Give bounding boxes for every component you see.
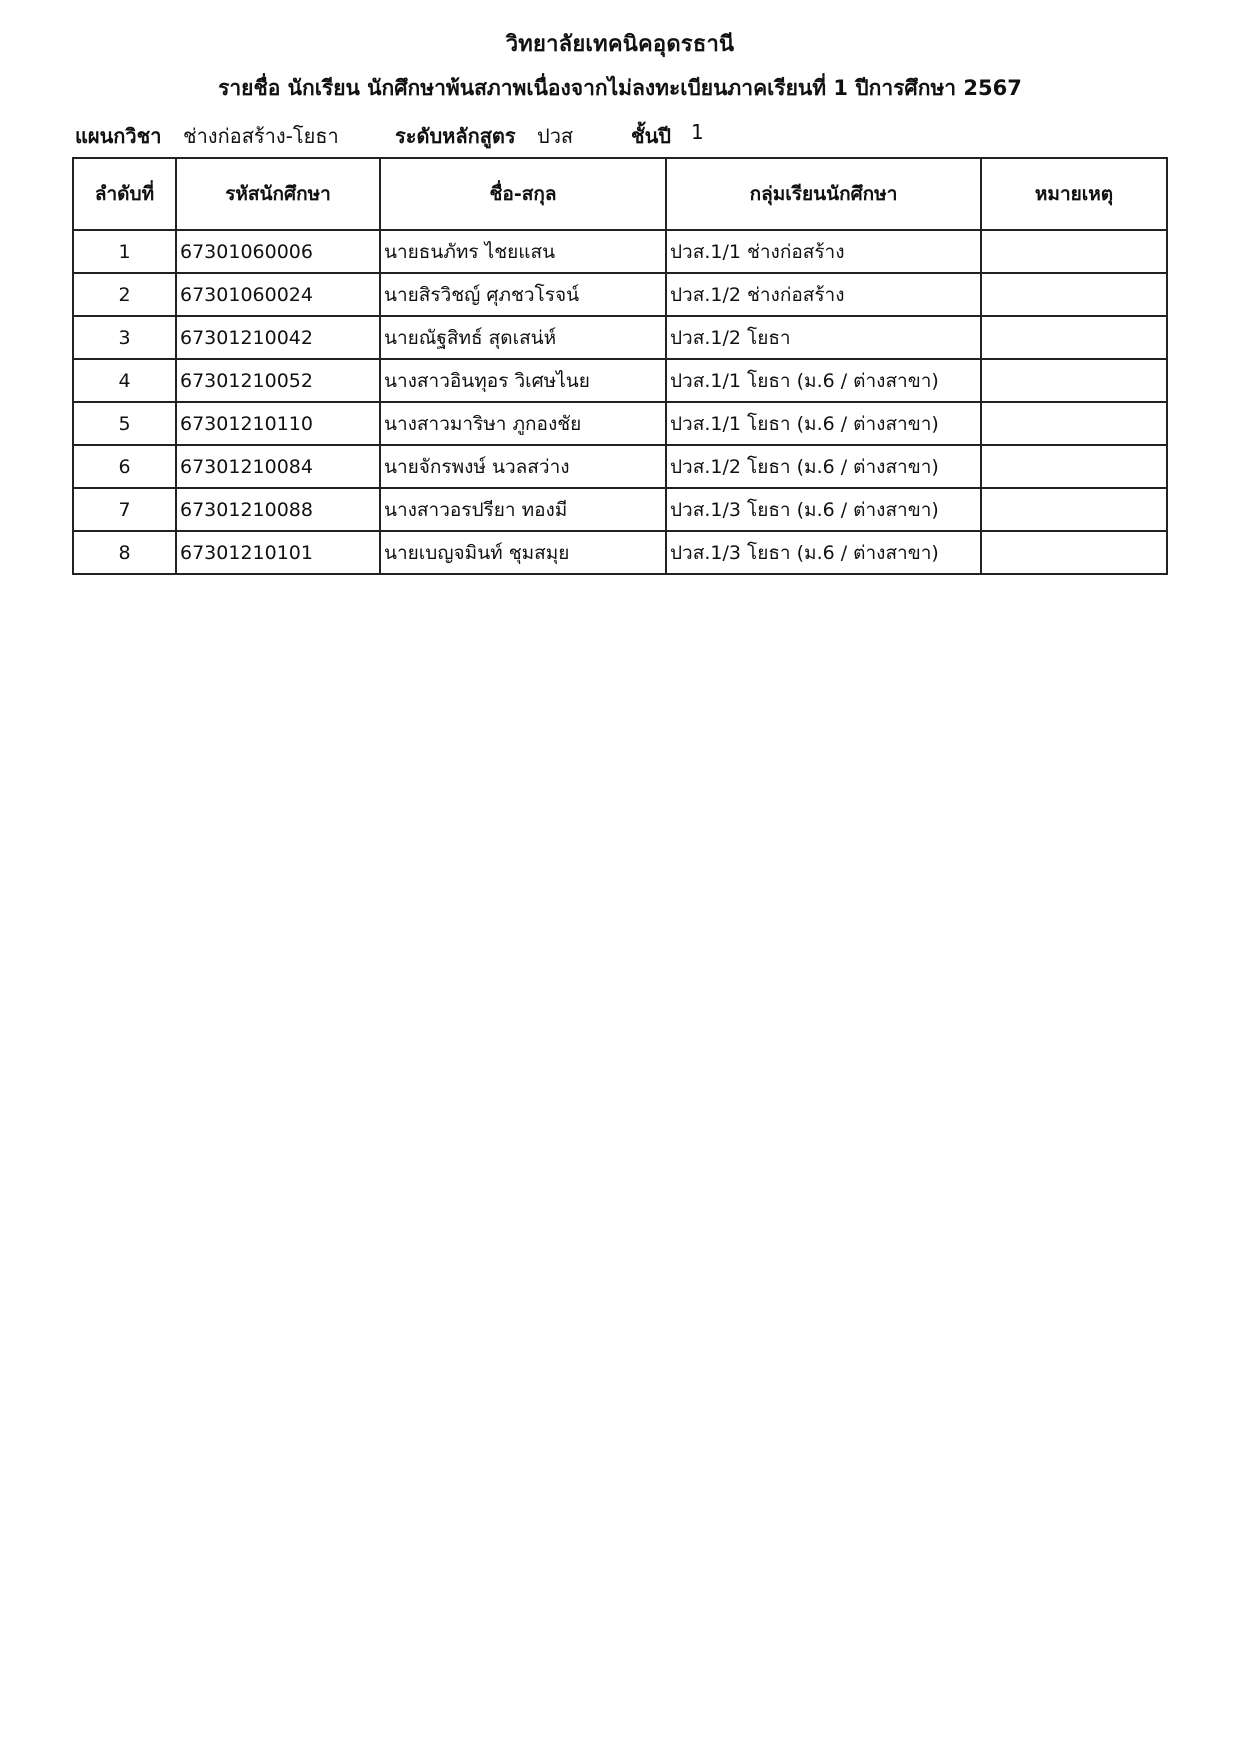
row-name: นายสิรวิชญ์ ศุภชวโรจน์: [380, 273, 666, 316]
table-row: [73, 488, 1167, 531]
row-note: [981, 316, 1167, 359]
row-note: [981, 445, 1167, 488]
row-note: [981, 230, 1167, 273]
row-note: [981, 488, 1167, 531]
row-name: นางสาวอรปรียา ทองมี: [380, 488, 666, 531]
document-title: วิทยาลัยเทคนิคอุดรธานี: [505, 32, 735, 57]
row-no: 8: [73, 531, 176, 574]
row-no: 2: [73, 273, 176, 316]
row-group: ปวส.1/3 โยธา (ม.6 / ต่างสาขา): [666, 488, 981, 531]
row-student-id: 67301210110: [176, 402, 380, 445]
row-student-id: 67301210084: [176, 445, 380, 488]
row-no: 5: [73, 402, 176, 445]
row-no: 6: [73, 445, 176, 488]
student-roster-table: [72, 157, 1168, 575]
row-student-id: 67301210052: [176, 359, 380, 402]
row-student-id: 67301060006: [176, 230, 380, 273]
row-name: นายณัฐสิทธ์ สุดเสน่ห์: [380, 316, 666, 359]
table-header-row: [73, 158, 1167, 230]
table-row: [73, 445, 1167, 488]
department-label: แผนกวิชา: [75, 124, 162, 148]
row-name: นายเบญจมินท์ ชุมสมุย: [380, 531, 666, 574]
row-no: 1: [73, 230, 176, 273]
row-student-id: 67301060024: [176, 273, 380, 316]
header-note: หมายเหตุ: [981, 158, 1167, 230]
row-student-id: 67301210088: [176, 488, 380, 531]
header-student-id: รหัสนักศึกษา: [176, 158, 380, 230]
row-group: ปวส.1/3 โยธา (ม.6 / ต่างสาขา): [666, 531, 981, 574]
row-note: [981, 531, 1167, 574]
year-value: 1: [691, 120, 704, 144]
row-group: ปวส.1/2 ช่างก่อสร้าง: [666, 273, 981, 316]
document-subtitle: รายชื่อ นักเรียน นักศึกษาพ้นสภาพเนื่องจากไม่ลงทะเบียนภาคเรียนที่ 1 ปีการศึกษา 2567: [218, 76, 1022, 100]
row-no: 4: [73, 359, 176, 402]
level-value: ปวส: [537, 124, 574, 148]
department-value: ช่างก่อสร้าง-โยธา: [183, 124, 339, 148]
row-group: ปวส.1/2 โยธา (ม.6 / ต่างสาขา): [666, 445, 981, 488]
level-label: ระดับหลักสูตร: [395, 124, 516, 148]
row-note: [981, 273, 1167, 316]
row-name: นางสาวอินทุอร วิเศษไนย: [380, 359, 666, 402]
table-row: [73, 402, 1167, 445]
row-note: [981, 402, 1167, 445]
row-group: ปวส.1/1 โยธา (ม.6 / ต่างสาขา): [666, 359, 981, 402]
row-name: นายธนภัทร ไชยแสน: [380, 230, 666, 273]
row-student-id: 67301210101: [176, 531, 380, 574]
row-group: ปวส.1/1 ช่างก่อสร้าง: [666, 230, 981, 273]
row-name: นางสาวมาริษา ภูกองชัย: [380, 402, 666, 445]
row-no: 7: [73, 488, 176, 531]
table-row: [73, 316, 1167, 359]
header-group: กลุ่มเรียนนักศึกษา: [666, 158, 981, 230]
year-label: ชั้นปี: [631, 124, 671, 148]
table-row: [73, 273, 1167, 316]
row-student-id: 67301210042: [176, 316, 380, 359]
row-name: นายจักรพงษ์ นวลสว่าง: [380, 445, 666, 488]
table-row: [73, 230, 1167, 273]
program-info-row: [75, 120, 1075, 150]
table-row: [73, 359, 1167, 402]
row-group: ปวส.1/1 โยธา (ม.6 / ต่างสาขา): [666, 402, 981, 445]
header-no: ลำดับที่: [73, 158, 176, 230]
row-note: [981, 359, 1167, 402]
row-group: ปวส.1/2 โยธา: [666, 316, 981, 359]
header-name: ชื่อ-สกุล: [380, 158, 666, 230]
row-no: 3: [73, 316, 176, 359]
table-row: [73, 531, 1167, 574]
